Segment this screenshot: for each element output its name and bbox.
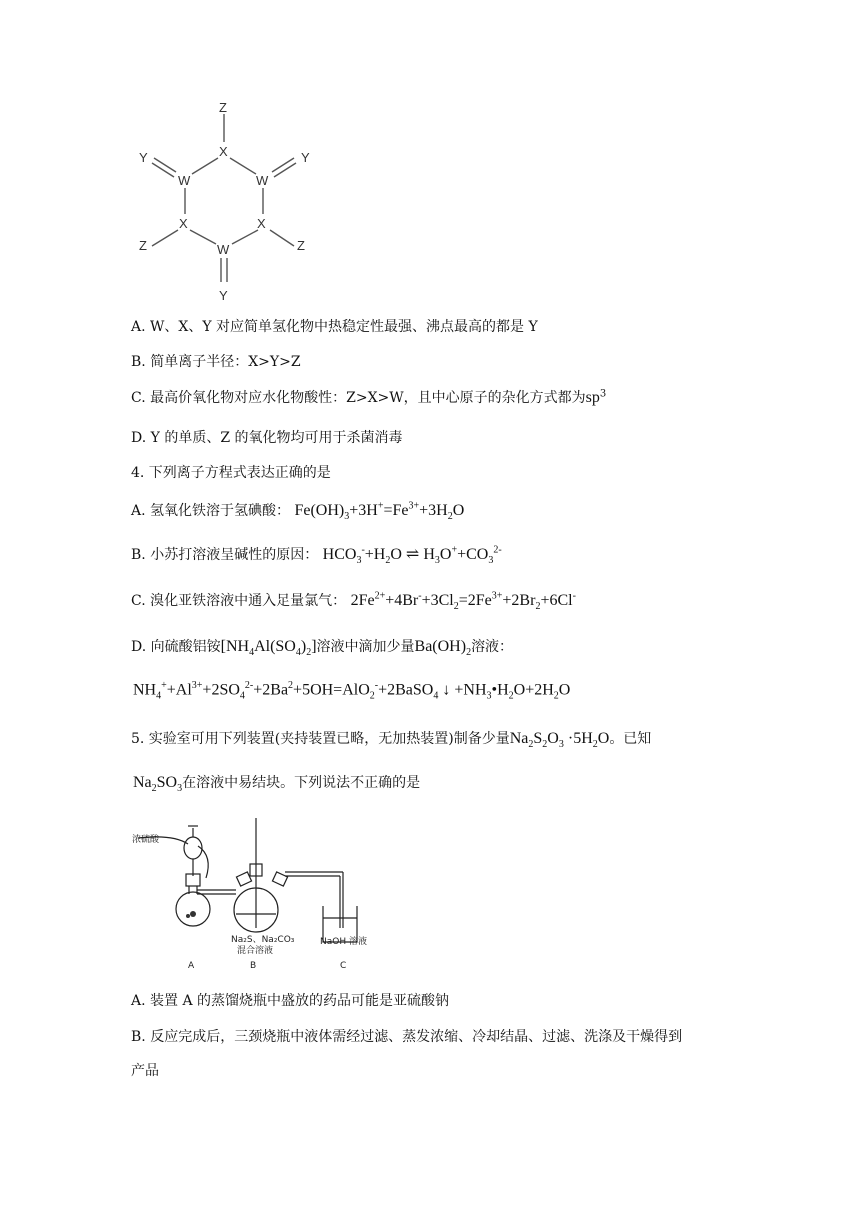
q3-option-d: D. Y 的单质、Z 的氧化物均可用于杀菌消毒	[131, 430, 403, 446]
ring-structure-diagram	[128, 100, 338, 305]
q4-option-b	[131, 544, 502, 566]
atom-x-right: X	[257, 216, 266, 231]
q5-formula-sulfite: $Na_2SO_3$	[133, 774, 183, 795]
q3-option-c-sup: 3	[599, 388, 607, 400]
q5-stem-text1: 5. 实验室可用下列装置(夹持装置已略，无加热装置)制备少量	[131, 731, 510, 747]
q4-option-d-equation: $NH_4^++Al^{3+}+2SO_4^{2-}+2Ba^2+5OH=AlO_2^-+2BaSO_4$ ↓ $+NH_3•H_2O+2H_2O$	[133, 680, 571, 702]
q4-stem: 4. 下列离子方程式表达正确的是	[131, 465, 331, 481]
q4-option-c	[131, 590, 576, 612]
q3-option-c-sp: sp	[585, 389, 600, 406]
q4-option-b-text: B. 小苏打溶液呈碱性的原因：	[131, 547, 319, 563]
q4-option-c-equation: $2Fe^{2+}+4Br^-+3Cl_2=2Fe^{3+}+2Br_2+6Cl^-$	[350, 590, 576, 613]
q4-option-c-text: C. 溴化亚铁溶液中通入足量氯气：	[131, 593, 347, 609]
q5-stem-text3: 在溶液中易结块。下列说法不正确的是	[182, 775, 421, 791]
q5-option-b-line2: 产品	[131, 1063, 159, 1079]
q3-option-c-text: C. 最高价氧化物对应水化物酸性：Z>X>W，且中心原子的杂化方式都为	[131, 390, 586, 406]
label-conc-sulfuric-acid: 浓硫酸	[132, 835, 160, 845]
atom-w-right: W	[256, 173, 269, 188]
label-b: B	[250, 961, 257, 971]
label-c: C	[340, 961, 347, 971]
q4-option-b-equation: $HCO_3^-+H_2O$ ⇌ $H_3O^++CO_3^{2-}$	[322, 544, 502, 567]
q3-option-b: B. 简单离子半径：X>Y>Z	[131, 354, 301, 370]
atom-y-right: Y	[301, 150, 310, 165]
q4-option-d-formula2: $Ba(OH)_2$	[414, 638, 472, 659]
apparatus-diagram	[128, 818, 388, 978]
label-mixed-solution: 混合溶液	[237, 946, 274, 956]
q5-stem-text2: 。已知	[609, 731, 652, 747]
q4-option-d	[131, 636, 513, 658]
label-a: A	[188, 961, 195, 971]
label-mixed-solution-formula: Na₂S、Na₂CO₃	[231, 935, 295, 945]
q3-option-c	[131, 387, 606, 407]
atom-w-bottom: W	[217, 242, 230, 257]
atom-w-left: W	[178, 173, 191, 188]
q5-stem-line1	[131, 728, 651, 750]
atom-z-right: Z	[297, 238, 305, 253]
q5-option-b-line1: B. 反应完成后，三颈烧瓶中液体需经过滤、蒸发浓缩、冷却结晶、过滤、洗涤及干燥得到	[131, 1029, 683, 1045]
q4-option-d-text2: 溶液中滴加少量	[316, 639, 415, 655]
q5-stem-line2	[133, 772, 420, 794]
q4-option-a-equation: $Fe(OH)_3+3H^+=Fe^{3+}+3H_2O$	[294, 500, 465, 523]
atom-z-left: Z	[139, 238, 147, 253]
q5-option-a: A. 装置 A 的蒸馏烧瓶中盛放的药品可能是亚硫酸钠	[131, 993, 450, 1009]
q4-option-a	[131, 500, 464, 522]
atom-x-top: X	[219, 144, 228, 159]
q4-option-d-text3: 溶液：	[471, 639, 514, 655]
q3-option-a: A. W、X、Y 对应简单氢化物中热稳定性最强、沸点最高的都是 Y	[131, 319, 538, 335]
atom-x-left: X	[179, 216, 188, 231]
q5-formula-thiosulfate: $Na_2S_2O_3 \cdot 5H_2O$	[509, 730, 610, 751]
q4-option-d-text1: D. 向硫酸铝铵	[131, 639, 221, 655]
atom-z-top: Z	[219, 100, 227, 115]
label-naoh-solution: NaOH 溶液	[320, 937, 367, 947]
q4-option-a-text: A. 氢氧化铁溶于氢碘酸：	[131, 503, 291, 519]
atom-y-bottom: Y	[219, 288, 228, 303]
atom-y-left: Y	[139, 150, 148, 165]
q4-option-d-formula1: $[NH_4Al(SO_4)_2]$	[220, 638, 317, 659]
